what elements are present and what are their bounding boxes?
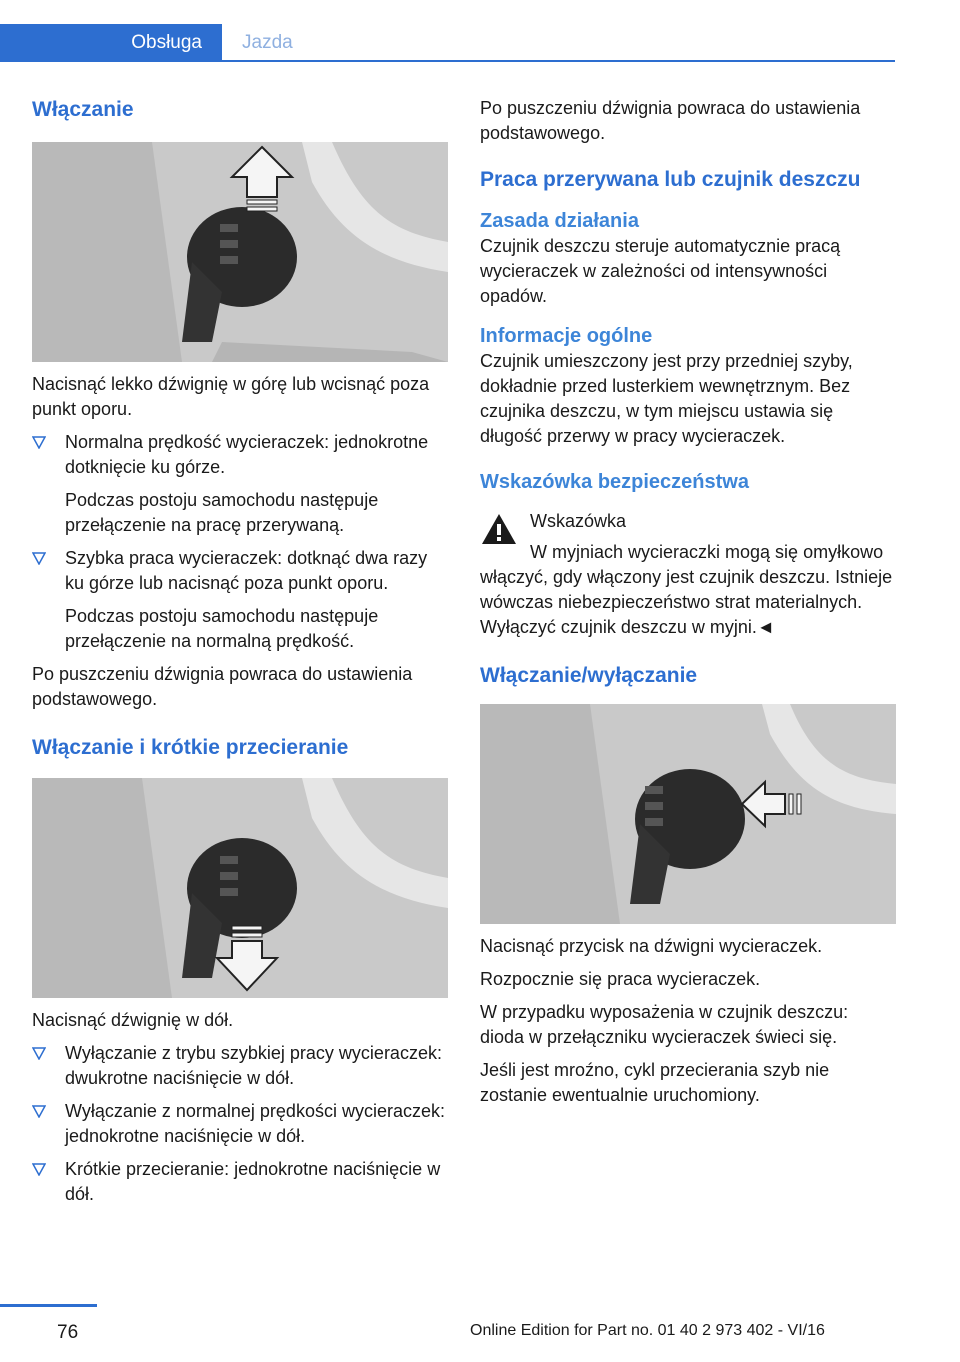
page-number: 76 (57, 1322, 79, 1343)
list-item-subtext (32, 604, 448, 654)
footer-divider (0, 1304, 97, 1307)
warning-title: Wskazówka (530, 511, 627, 531)
tab-jazda[interactable]: Jazda (242, 32, 293, 53)
lever-button-illustration (480, 704, 896, 924)
list-item (32, 1099, 448, 1149)
safety-note (480, 509, 896, 640)
subheading-zasada-dzialania: Zasada działania (480, 210, 639, 232)
edition-text: Online Edition for Part no. 01 40 2 973 402 - VI/16 (470, 1322, 825, 1339)
paragraph: Nacisnąć dźwignię w dół. (32, 1010, 234, 1030)
paragraph: Po puszczeniu dźwignia powraca do ustawienia podstawowego. (480, 98, 861, 143)
warning-triangle-icon (480, 511, 518, 547)
heading-wlaczanie: Włączanie (32, 98, 134, 121)
list-item-text: Szybka praca wycieraczek: dotknąć dwa razy ku górze lub nacisnąć poza punkt oporu. (65, 548, 428, 593)
header-divider (0, 60, 895, 62)
list-item-text: Normalna prędkość wycieraczek: jednokrotne dotknięcie ku górze. (65, 432, 429, 477)
lever-up-illustration (32, 142, 448, 362)
list-item-text: Podczas postoju samochodu następuje przełączenie na normalną prędkość. (65, 606, 379, 651)
triangle-bullet-icon (32, 552, 46, 565)
triangle-bullet-icon (32, 1163, 46, 1176)
warning-text: W myjniach wycieraczki mogą się omyłkowo włączyć, gdy włączony jest czujnik deszczu. Istnieje wówczas niebezpieczeństwo strat materialnych. Wyłączyć czujnik deszczu w myjni.◄ (480, 542, 893, 637)
heading-praca-przerywana: Praca przerywana lub czujnik deszczu (480, 168, 861, 191)
header-tabbar (0, 0, 895, 62)
subheading-informacje-ogolne: Informacje ogólne (480, 325, 653, 347)
list-item (32, 1041, 448, 1091)
list-item (32, 546, 448, 596)
heading-wlaczanie-wylaczanie: Włączanie/wyłączanie (480, 664, 698, 687)
list-item-subtext (32, 488, 448, 538)
right-column (480, 96, 896, 1108)
triangle-bullet-icon (32, 1047, 46, 1060)
tab-obsluga[interactable]: Obsługa (0, 24, 222, 62)
paragraph: Nacisnąć lekko dźwignię w górę lub wcisnąć poza punkt oporu. (32, 374, 430, 419)
list-item-text: Wyłączanie z trybu szybkiej pracy wycieraczek: dwukrotne naciśnięcie w dół. (65, 1043, 442, 1088)
list-item (32, 430, 448, 480)
heading-wlaczanie-przecieranie: Włączanie i krótkie przecieranie (32, 736, 349, 759)
paragraph: Rozpocznie się praca wycieraczek. (480, 969, 761, 989)
triangle-bullet-icon (32, 1105, 46, 1118)
lever-down-illustration (32, 778, 448, 998)
list-item (32, 1157, 448, 1207)
paragraph: Czujnik umieszczony jest przy przedniej szyby, dokładnie przed lusterkiem wewnętrznym. Bez czujnika deszczu, w tym miejscu ustawia się długość przerwy w pracy wycieraczek. (480, 351, 853, 446)
list-item-text: Wyłączanie z normalnej prędkości wycieraczek: jednokrotne naciśnięcie w dół. (65, 1101, 445, 1146)
triangle-bullet-icon (32, 436, 46, 449)
paragraph: W przypadku wyposażenia w czujnik deszczu: dioda w przełączniku wycieraczek świeci się. (480, 1002, 849, 1047)
paragraph: Po puszczeniu dźwignia powraca do ustawienia podstawowego. (32, 664, 413, 709)
paragraph: Jeśli jest mroźno, cykl przecierania szyb nie zostanie ewentualnie uruchomiony. (480, 1060, 830, 1105)
subheading-wskazowka-bezpieczenstwa: Wskazówka bezpieczeństwa (480, 471, 749, 493)
list-item-text: Podczas postoju samochodu następuje przełączenie na pracę przerywaną. (65, 490, 379, 535)
paragraph: Nacisnąć przycisk na dźwigni wycieraczek. (480, 936, 823, 956)
list-item-text: Krótkie przecieranie: jednokrotne naciśnięcie w dół. (65, 1159, 441, 1204)
left-column (32, 96, 448, 1207)
paragraph: Czujnik deszczu steruje automatycznie pracą wycieraczek w zależności od intensywności opadów. (480, 236, 841, 306)
